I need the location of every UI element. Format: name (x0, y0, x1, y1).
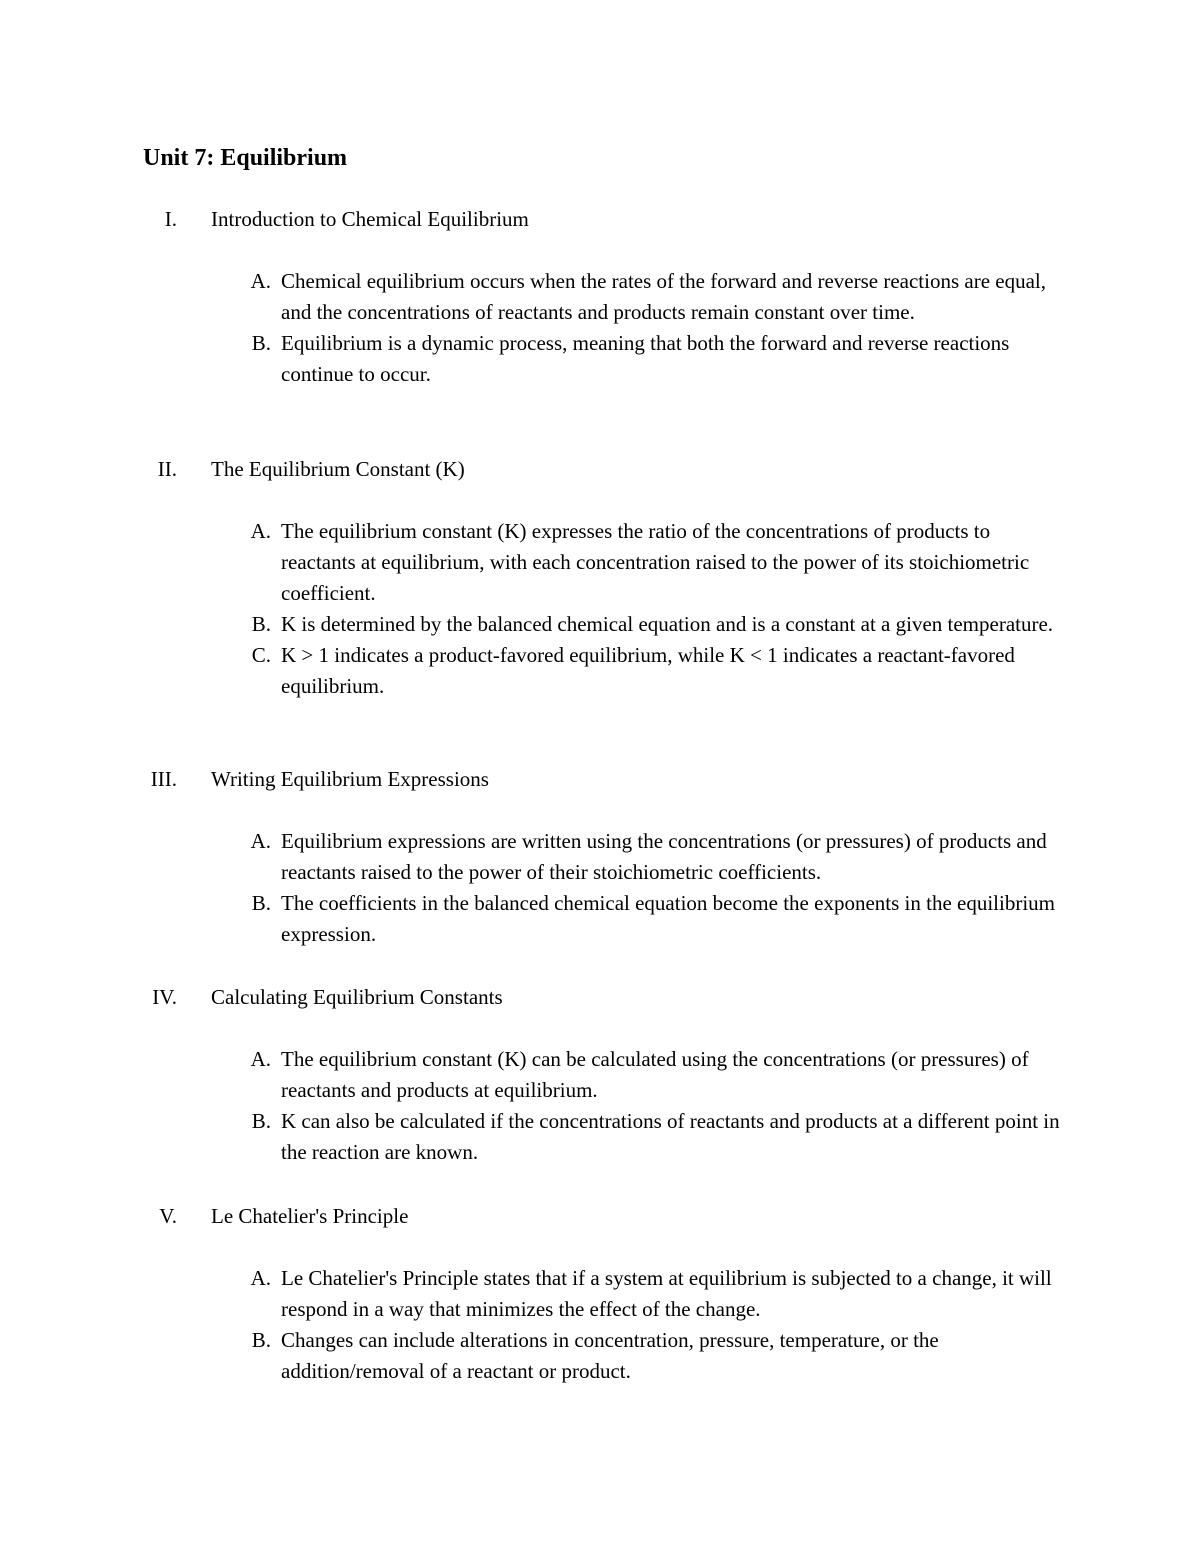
outline-item (0, 516, 1200, 609)
section-items (0, 1044, 1200, 1168)
section-title: Calculating Equilibrium Constants (211, 985, 503, 1009)
item-text: Changes can include alterations in concentration, pressure, temperature, or the addition/removal of a reactant or product. (281, 1328, 939, 1383)
section-title: The Equilibrium Constant (K) (211, 457, 465, 481)
item-letter: B. (251, 612, 271, 636)
item-text: The coefficients in the balanced chemical equation become the exponents in the equilibrium expression. (281, 891, 1055, 946)
section-title: Writing Equilibrium Expressions (211, 767, 489, 791)
section-number: IV. (152, 985, 177, 1009)
item-letter: A. (250, 829, 271, 853)
outline-item (0, 328, 1200, 390)
outline-item (0, 888, 1200, 950)
outline-item (0, 1044, 1200, 1106)
item-letter: B. (251, 331, 271, 355)
outline-section-5 (0, 1201, 1200, 1387)
section-number: I. (164, 207, 177, 231)
outline-item (0, 266, 1200, 328)
section-heading (0, 454, 1200, 485)
item-letter: A. (250, 1047, 271, 1071)
outline-item (0, 826, 1200, 888)
section-heading (0, 982, 1200, 1013)
section-items (0, 826, 1200, 950)
item-letter: A. (250, 269, 271, 293)
outline-item (0, 609, 1200, 640)
outline-item (0, 1106, 1200, 1168)
item-text: Chemical equilibrium occurs when the rates of the forward and reverse reactions are equal, and the concentrations of reactants and products remain constant over time. (281, 269, 1047, 324)
section-heading (0, 1201, 1200, 1232)
item-text: K is determined by the balanced chemical equation and is a constant at a given temperature. (281, 612, 1054, 636)
outline-item (0, 1325, 1200, 1387)
item-text: The equilibrium constant (K) expresses the ratio of the concentrations of products to reactants at equilibrium, with each concentration raised to the power of its stoichiometric coefficient. (281, 519, 1030, 605)
item-text: Le Chatelier's Principle states that if a system at equilibrium is subjected to a change, it will respond in a way that minimizes the effect of the change. (281, 1266, 1052, 1321)
item-letter: B. (251, 1109, 271, 1133)
outline-section-2 (0, 454, 1200, 702)
item-text: K > 1 indicates a product-favored equilibrium, while K < 1 indicates a reactant-favored equilibrium. (281, 643, 1015, 698)
section-number: V. (159, 1204, 177, 1228)
item-letter: A. (250, 519, 271, 543)
item-letter: B. (251, 891, 271, 915)
document-title: Unit 7: Equilibrium (143, 145, 348, 171)
section-title: Le Chatelier's Principle (211, 1204, 409, 1228)
section-number: II. (157, 457, 177, 481)
item-text: Equilibrium expressions are written using the concentrations (or pressures) of products and reactants raised to the power of their stoichiometric coefficients. (281, 829, 1047, 884)
outline-section-3 (0, 764, 1200, 950)
section-heading (0, 764, 1200, 795)
section-items (0, 516, 1200, 702)
item-text: Equilibrium is a dynamic process, meaning that both the forward and reverse reactions continue to occur. (281, 331, 1010, 386)
outline-section-1 (0, 204, 1200, 390)
section-items (0, 266, 1200, 390)
item-letter: C. (251, 643, 271, 667)
section-items (0, 1263, 1200, 1387)
outline-item (0, 640, 1200, 702)
item-text: The equilibrium constant (K) can be calculated using the concentrations (or pressures) of reactants and products at equilibrium. (281, 1047, 1029, 1102)
item-text: K can also be calculated if the concentrations of reactants and products at a different point in the reaction are known. (281, 1109, 1060, 1164)
item-letter: A. (250, 1266, 271, 1290)
outline-item (0, 1263, 1200, 1325)
item-letter: B. (251, 1328, 271, 1352)
section-number: III. (150, 767, 177, 791)
section-heading (0, 204, 1200, 235)
section-title: Introduction to Chemical Equilibrium (211, 207, 529, 231)
outline-section-4 (0, 982, 1200, 1168)
